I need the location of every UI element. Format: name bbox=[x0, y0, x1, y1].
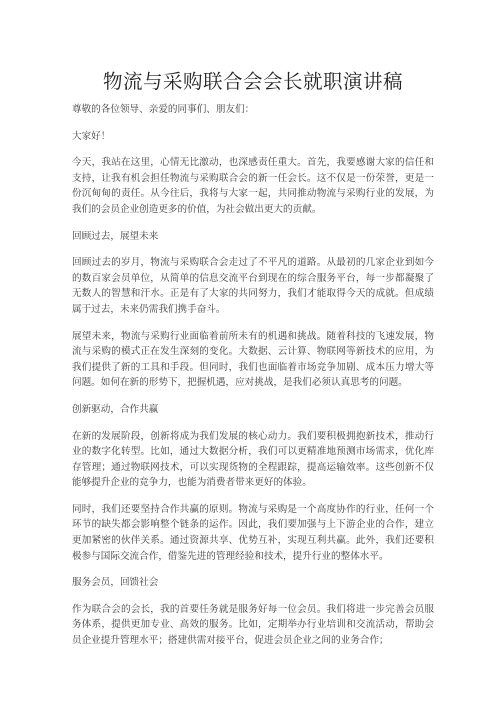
section-heading-service: 服务会员，回馈社会 bbox=[72, 577, 159, 589]
section-heading-innovation: 创新驱动，合作共赢 bbox=[72, 403, 159, 415]
outlook-paragraph: 展望未来，物流与采购行业面临着前所未有的机遇和挑战。随着科技的飞速发展，物流与采购的模式正在发生深刻的变化。大数据、云计算、物联网等新技术的应用，为我们提供了新的工具和手段。但同时，我们也面临着市场竞争加剧、成本压力增大等问题。如何在新的形势下，把握机遇，应对挑战，是我们必须认真思考的问题。 bbox=[72, 330, 434, 389]
hello-line: 大家好！ bbox=[72, 130, 111, 142]
section-heading-review: 回顾过去，展望未来 bbox=[72, 230, 159, 242]
document-title: 物流与采购联合会会长就职演讲稿 bbox=[102, 70, 403, 93]
innovation-paragraph: 在新的发展阶段，创新将成为我们发展的核心动力。我们要积极拥抱新技术，推动行业的数字化转型。比如，通过大数据分析，我们可以更精准地预测市场需求，优化库存管理；通过物联网技术，可以实现货物的全程跟踪，提高运输效率。这些创新不仅能够提升企业的竞争力，也能为消费者带来更好的体验。 bbox=[72, 430, 434, 489]
greeting-line: 尊敬的各位领导、亲爱的同事们、朋友们： bbox=[72, 104, 255, 115]
intro-paragraph: 今天，我站在这里，心情无比激动，也深感责任重大。首先，我要感谢大家的信任和支持，让我有机会担任物流与采购联合会的新一任会长。这不仅是一份荣誉，更是一份沉甸甸的责任。从今往后，我将与大家一起，共同推动物流与采购行业的发展，为我们的会员企业创造更多的价值，为社会做出更大的贡献。 bbox=[72, 157, 434, 215]
cooperation-paragraph: 同时，我们还要坚持合作共赢的原则。物流与采购是一个高度协作的行业，任何一个环节的缺失都会影响整个链条的运作。因此，我们要加强与上下游企业的合作，建立更加紧密的伙伴关系。通过资源共享、优势互补，实现互利共赢。此外，我们还要积极参与国际交流合作，借鉴先进的管理经验和技术，提升行业的整体水平。 bbox=[72, 503, 434, 562]
review-paragraph: 回顾过去的岁月，物流与采购联合会走过了不平凡的道路。从最初的几家企业到如今的数百家会员单位，从简单的信息交流平台到现在的综合服务平台，每一步都凝聚了无数人的智慧和汗水。正是有了大家的共同努力，我们才能取得今天的成就。但成绩属于过去，未来仍需我们携手奋斗。 bbox=[72, 257, 434, 315]
service-paragraph: 作为联合会的会长，我的首要任务就是服务好每一位会员。我们将进一步完善会员服务体系，提供更加专业、高效的服务。比如，定期举办行业培训和交流活动，帮助会员企业提升管理水平；搭建供需对接平台，促进会员企业之间的业务合作； bbox=[72, 603, 434, 647]
